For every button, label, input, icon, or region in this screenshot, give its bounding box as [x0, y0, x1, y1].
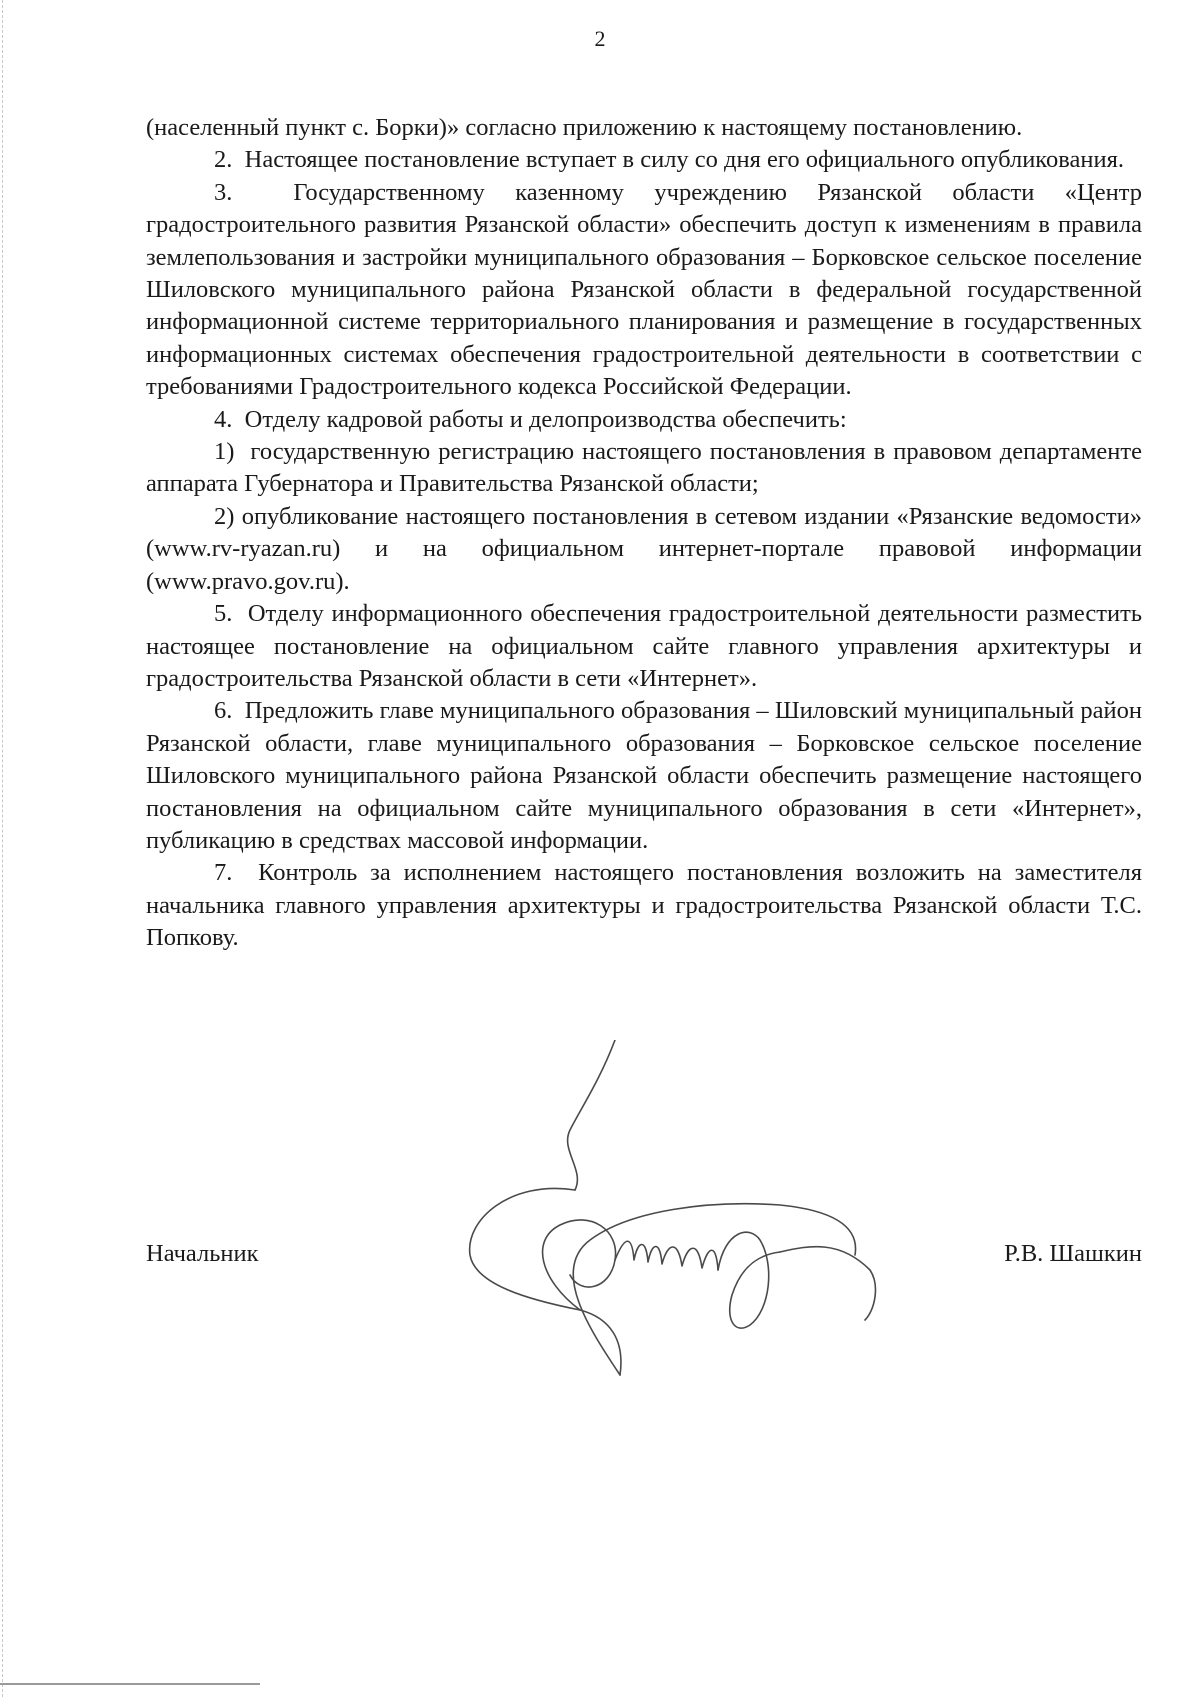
- paragraph-item-5: 5. Отделу информационного обеспечения градостроительной деятельности разместить настоящее постановление на официальном сайте главного управления архитектуры и градостроительства Рязанской области в сети «Интернет».: [146, 600, 1142, 692]
- paragraph-continuation: (населенный пункт с. Борки)» согласно приложению к настоящему постановлению.: [146, 114, 1023, 141]
- paragraph-item-2: 2. Настоящее постановление вступает в силу со дня его официального опубликования.: [214, 146, 1124, 174]
- scan-left-edge: [2, 0, 4, 1697]
- signature-block: [146, 1240, 1142, 1360]
- paragraph-item-7: 7. Контроль за исполнением настоящего постановления возложить на заместителя начальника главного управления архитектуры и градостроительства Рязанской области Т.С. Попкову.: [146, 859, 1142, 952]
- paragraph-subitem-2: 2) опубликование настоящего постановления в сетевом издании «Рязанские ведомости» (www.rv-ryazan.ru) и на официальном интернет-портале правовой информации (www.pravo.gov.ru).: [146, 502, 1142, 595]
- paragraph-item-6: 6. Предложить главе муниципального образования – Шиловский муниципальный район Рязанской области, главе муниципального образования – Борковское сельское поселение Шиловского муниципального района Рязанской области обеспечить размещение настоящего постановления на официальном сайте муниципального образования в сети «Интернет», публикацию в средствах массовой информации.: [146, 697, 1142, 854]
- paragraph-item-3: 3. Государственному казенному учреждению Рязанской области «Центр градостроительного развития Рязанской области» обеспечить доступ к изменениям в правила землепользования и застройки муниципального образования – Борковское сельское поселение Шиловского муниципального района Рязанской области в федеральной государственной информационной системе территориального планирования и размещение в государственных информационных системах обеспечения градостроительной деятельности в соответствии с требованиями Градостроительного кодекса Российской Федерации.: [146, 178, 1142, 401]
- paragraph-subitem-1: 1) государственную регистрацию настоящего постановления в правовом департаменте аппарата Губернатора и Правительства Рязанской области;: [146, 438, 1142, 498]
- document-body: [146, 112, 1142, 955]
- paragraph-item-4: 4. Отделу кадровой работы и делопроизводства обеспечить:: [214, 405, 847, 433]
- signature-stroke-vertical: [568, 1040, 615, 1190]
- page-number: 2: [594, 26, 606, 51]
- signer-name: Р.В. Шашкин: [1004, 1240, 1142, 1267]
- signer-position: Начальник: [146, 1240, 259, 1267]
- scan-bottom-line: [0, 1683, 260, 1685]
